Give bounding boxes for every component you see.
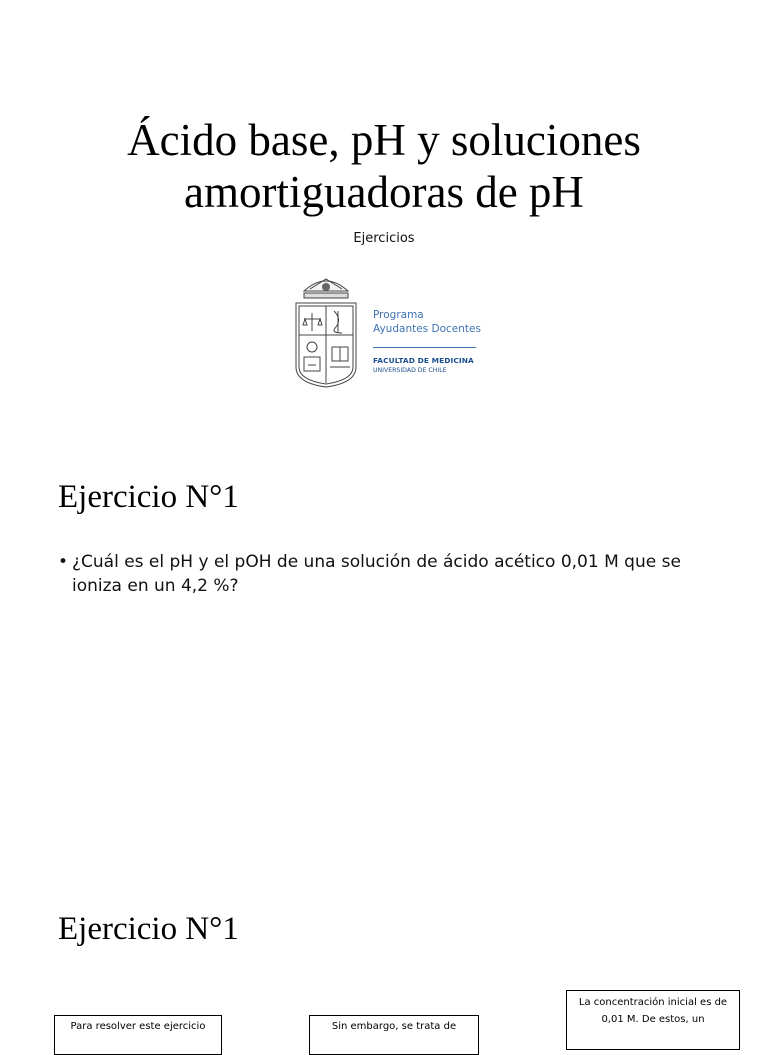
- slide-subtitle: Ejercicios: [353, 231, 415, 246]
- slide-heading: Ejercicio N°1: [58, 479, 239, 515]
- bullet-icon: •: [58, 552, 69, 572]
- slide-exercise-1-solution: [0, 866, 768, 1032]
- bullet-item: [58, 550, 718, 598]
- logo-faculty: FACULTAD DE MEDICINA: [373, 356, 474, 365]
- slide-title: [0, 0, 768, 432]
- logo-line-1: Programa: [373, 309, 424, 321]
- slide-exercise-1: [0, 433, 768, 865]
- logo-line-2: Ayudantes Docentes: [373, 323, 481, 335]
- bullet-text: ¿Cuál es el pH y el pOH de una solución de ácido acético 0,01 M que se ioniza en un 4,2 %?: [72, 552, 681, 596]
- note-box: Para resolver este ejercicio: [54, 1015, 222, 1055]
- note-box: La concentración inicial es de 0,01 M. De estos, un: [566, 990, 740, 1050]
- slide-heading: Ejercicio N°1: [58, 911, 239, 947]
- note-box: Sin embargo, se trata de: [309, 1015, 479, 1055]
- logo-university: UNIVERSIDAD DE CHILE: [373, 367, 447, 374]
- logo-program-name: [373, 308, 481, 336]
- university-logo: [290, 275, 490, 390]
- coat-of-arms-icon: [290, 275, 362, 390]
- logo-divider: [373, 347, 476, 348]
- slide-title-text: Ácido base, pH y soluciones amortiguadoras de pH: [127, 115, 641, 217]
